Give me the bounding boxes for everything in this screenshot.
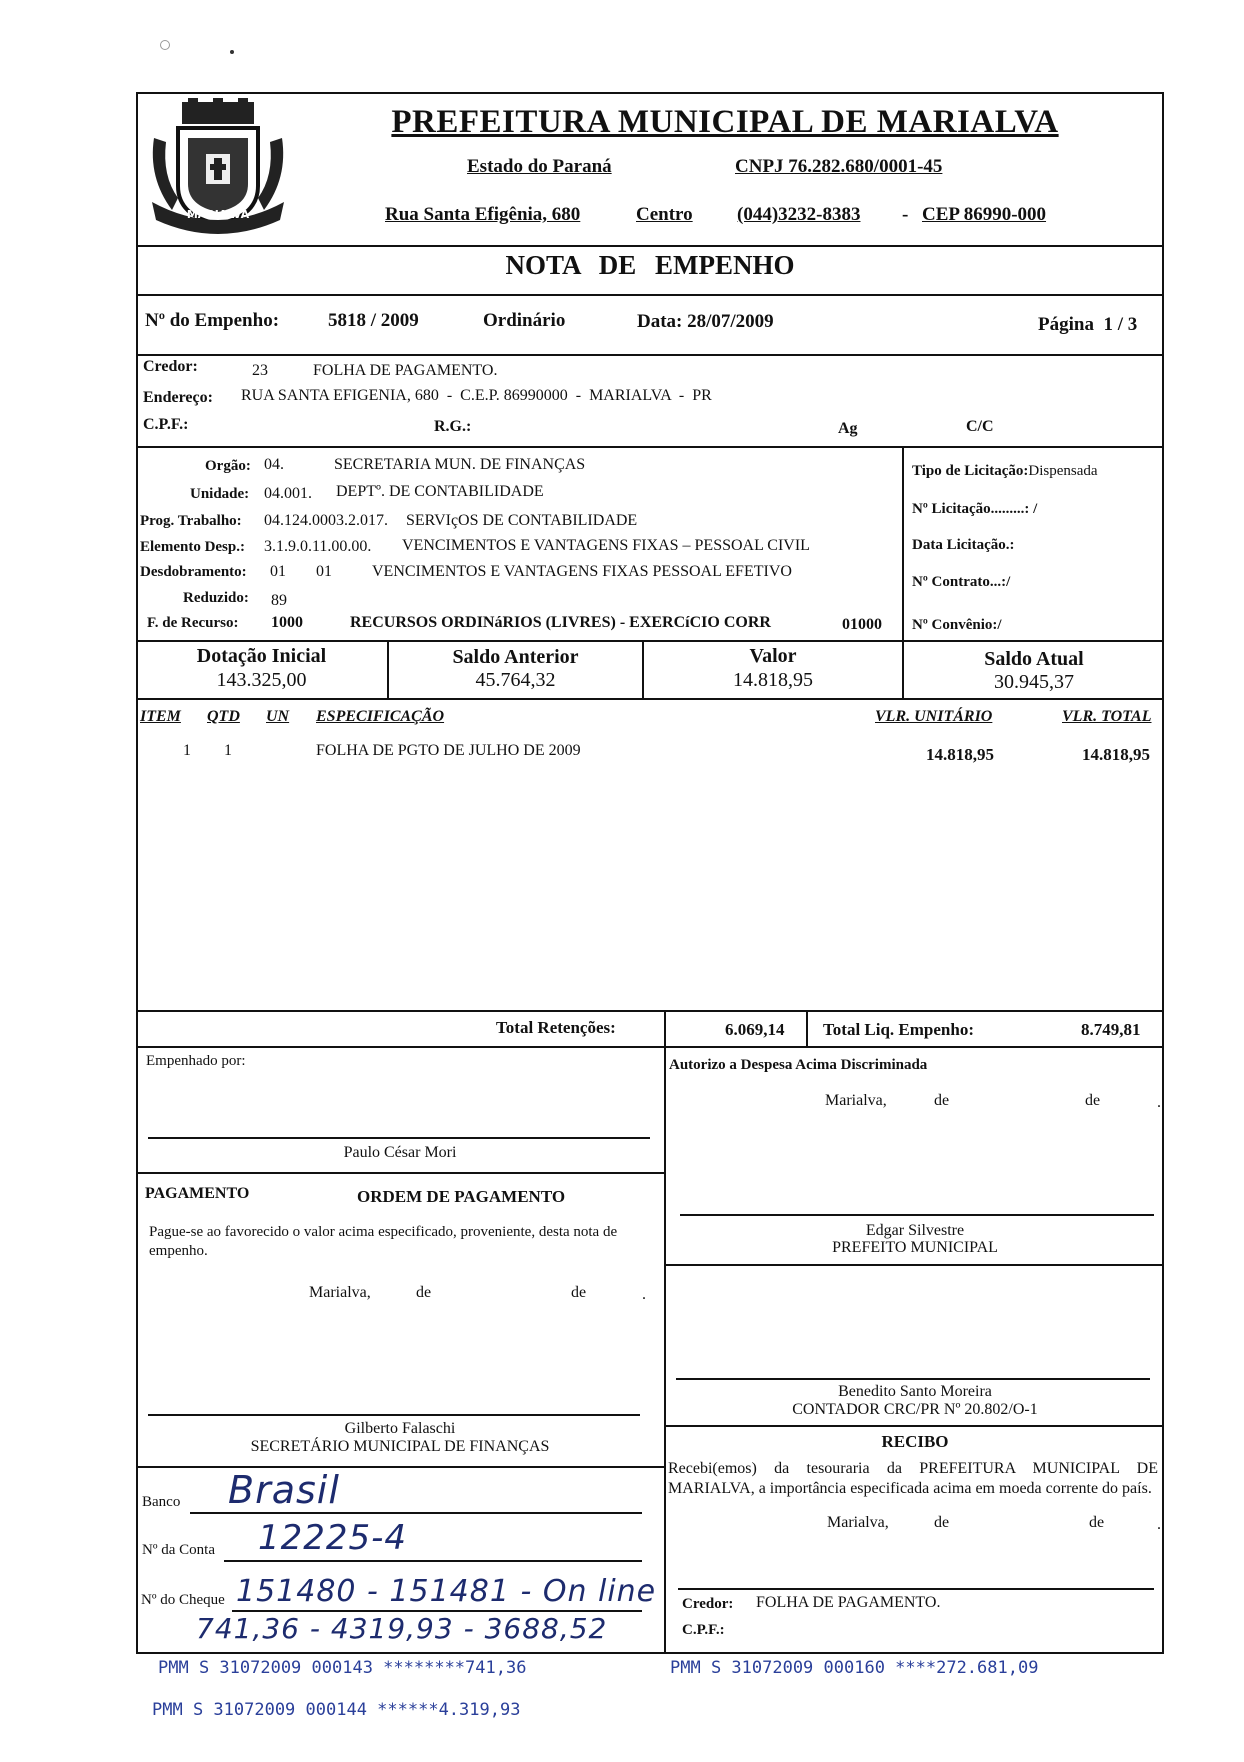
secretary-title: SECRETÁRIO MUNICIPAL DE FINANÇAS bbox=[250, 1438, 550, 1455]
divider bbox=[136, 354, 1164, 356]
empenhado-label: Empenhado por: bbox=[146, 1053, 246, 1069]
pagamento-label: PAGAMENTO bbox=[145, 1185, 250, 1202]
cnpj-text: CNPJ 76.282.680/0001-45 bbox=[735, 156, 943, 177]
divider-vertical bbox=[664, 1046, 666, 1654]
recurso-name: RECURSOS ORDINáRIOS (LIVRES) - EXERCíCIO CORR bbox=[350, 614, 771, 631]
autorizo-place-city: Marialva, bbox=[825, 1092, 887, 1109]
payment-place-city: Marialva, bbox=[309, 1284, 371, 1301]
valor-label: Valor bbox=[749, 645, 797, 667]
reduzido-label: Reduzido: bbox=[183, 590, 249, 606]
saldo-atual-value: 30.945,37 bbox=[994, 671, 1074, 693]
recibo-label: RECIBO bbox=[881, 1432, 949, 1451]
unidade-code: 04.001. bbox=[264, 485, 312, 502]
state-name: Estado do Paraná bbox=[467, 156, 612, 177]
recibo-place-month: de bbox=[1089, 1514, 1105, 1531]
divider-vertical bbox=[902, 446, 904, 640]
dotacao-value: 143.325,00 bbox=[216, 669, 307, 691]
district-text: Centro bbox=[636, 204, 693, 225]
credor-name: FOLHA DE PAGAMENTO. bbox=[313, 362, 498, 379]
prefeito-title: PREFEITO MUNICIPAL bbox=[832, 1239, 998, 1256]
divider bbox=[664, 1264, 1164, 1266]
empenho-label: Nº do Empenho: bbox=[145, 310, 280, 331]
payment-place-day: de bbox=[416, 1284, 432, 1301]
empenhado-name: Paulo César Mori bbox=[343, 1144, 457, 1161]
empenho-type: Ordinário bbox=[483, 310, 566, 331]
convenio-number: Nº Convênio:/ bbox=[912, 617, 1002, 633]
licitacao-number: Nº Licitação.........: / bbox=[912, 501, 1038, 517]
coat-of-arms-logo bbox=[148, 98, 288, 236]
bank-stamp: PMM S 31072009 000143 ********741,36 bbox=[158, 1658, 527, 1678]
ordem-pagamento-label: ORDEM DE PAGAMENTO bbox=[357, 1187, 566, 1206]
signature-line bbox=[676, 1378, 1150, 1380]
phone-text: (044)3232-8383 bbox=[737, 204, 861, 225]
items-header-qtd: QTD bbox=[207, 708, 240, 725]
item-number: 1 bbox=[183, 742, 191, 759]
elemento-code: 3.1.9.0.11.00.00. bbox=[264, 538, 372, 555]
prog-name: SERVIçOS DE CONTABILIDADE bbox=[406, 512, 638, 529]
document-title: NOTA DE EMPENHO bbox=[505, 250, 795, 280]
divider bbox=[136, 245, 1164, 247]
cep-separator: - bbox=[902, 204, 909, 225]
divider bbox=[136, 1010, 1164, 1012]
desdobramento-label: Desdobramento: bbox=[140, 564, 247, 580]
bank-label: Banco bbox=[142, 1494, 181, 1510]
licitacao-type bbox=[912, 463, 1098, 480]
items-header-un: UN bbox=[266, 708, 290, 725]
recibo-cpf-label: C.P.F.: bbox=[682, 1622, 725, 1638]
divider bbox=[136, 1172, 664, 1174]
account-label: C/C bbox=[966, 418, 994, 435]
ordem-pagamento-text: Pague-se ao favorecido o valor acima especificado, proveniente, desta nota de empenho. bbox=[149, 1224, 618, 1259]
elemento-label: Elemento Desp.: bbox=[140, 539, 245, 555]
page-title: PREFEITURA MUNICIPAL DE MARIALVA bbox=[391, 104, 1059, 140]
reduzido-value: 89 bbox=[271, 592, 287, 609]
cheque-amounts: 741,36 - 4319,93 - 3688,52 bbox=[196, 1612, 608, 1645]
bank-line bbox=[190, 1512, 642, 1514]
total-liquido-label: Total Liq. Empenho: bbox=[823, 1020, 974, 1039]
account-number-label: Nº da Conta bbox=[142, 1542, 215, 1558]
recurso-label: F. de Recurso: bbox=[147, 615, 239, 631]
items-header-spec: ESPECIFICAÇÃO bbox=[316, 708, 445, 725]
saldo-anterior-value: 45.764,32 bbox=[475, 669, 556, 691]
empenho-number: 5818 / 2009 bbox=[328, 310, 419, 331]
prefeito-name: Edgar Silvestre bbox=[865, 1222, 965, 1239]
signature-line bbox=[148, 1414, 640, 1416]
account-line bbox=[224, 1560, 642, 1562]
elemento-name: VENCIMENTOS E VANTAGENS FIXAS – PESSOAL CIVIL bbox=[402, 537, 810, 554]
signature-line bbox=[678, 1588, 1154, 1590]
recibo-place-end: . bbox=[1157, 1516, 1161, 1533]
autorizo-place-day: de bbox=[934, 1092, 950, 1109]
item-spec: FOLHA DE PGTO DE JULHO DE 2009 bbox=[316, 742, 581, 759]
credor-label: Credor: bbox=[143, 358, 198, 375]
total-retencoes-label: Total Retenções: bbox=[496, 1018, 616, 1037]
item-unit-price: 14.818,95 bbox=[926, 745, 994, 764]
prog-code: 04.124.0003.2.017. bbox=[264, 512, 388, 529]
unidade-label: Unidade: bbox=[190, 486, 250, 502]
orgao-name: SECRETARIA MUN. DE FINANÇAS bbox=[334, 456, 586, 473]
saldo-anterior-label: Saldo Anterior bbox=[452, 646, 579, 668]
autorizo-label: Autorizo a Despesa Acima Discriminada bbox=[669, 1057, 928, 1073]
rg-label: R.G.: bbox=[434, 418, 472, 435]
valor-value: 14.818,95 bbox=[733, 669, 813, 691]
recibo-credor-value: FOLHA DE PAGAMENTO. bbox=[756, 1594, 941, 1611]
agency-label: Ag bbox=[838, 420, 858, 437]
secretary-name: Gilberto Falaschi bbox=[344, 1420, 456, 1437]
divider bbox=[136, 294, 1164, 296]
recibo-place-day: de bbox=[934, 1514, 950, 1531]
prog-label: Prog. Trabalho: bbox=[140, 513, 242, 529]
cep-text: CEP 86990-000 bbox=[922, 204, 1047, 225]
item-total: 14.818,95 bbox=[1082, 745, 1150, 764]
endereco-label: Endereço: bbox=[143, 389, 213, 406]
licitacao-type-label: Tipo de Licitação: bbox=[912, 463, 1029, 479]
divider bbox=[136, 1046, 1164, 1048]
autorizo-place-end: . bbox=[1157, 1094, 1161, 1111]
licitacao-type-value: Dispensada bbox=[1028, 463, 1098, 479]
payment-place-month: de bbox=[571, 1284, 587, 1301]
credor-code: 23 bbox=[252, 362, 268, 379]
endereco-value: RUA SANTA EFIGENIA, 680 - C.E.P. 86990000 - MARIALVA - PR bbox=[241, 387, 712, 404]
bank-stamp: PMM S 31072009 000144 ******4.319,93 bbox=[152, 1700, 521, 1720]
item-qtd: 1 bbox=[224, 742, 232, 759]
desdobramento-code: 01 bbox=[270, 563, 286, 580]
recibo-place-city: Marialva, bbox=[827, 1514, 889, 1531]
account-number-value: 12225-4 bbox=[258, 1518, 408, 1558]
divider-vertical bbox=[664, 1010, 666, 1046]
page-number: Página 1 / 3 bbox=[1038, 314, 1138, 335]
desdobramento-code: 01 bbox=[316, 563, 332, 580]
divider bbox=[664, 1425, 1164, 1427]
cheque-number-label: Nº do Cheque bbox=[141, 1592, 225, 1608]
total-retencoes-value: 6.069,14 bbox=[725, 1020, 785, 1039]
contract-number: Nº Contrato...:/ bbox=[912, 574, 1011, 590]
signature-line bbox=[680, 1214, 1154, 1216]
dotacao-label: Dotação Inicial bbox=[196, 645, 327, 667]
recurso-code: 1000 bbox=[271, 614, 303, 631]
orgao-code: 04. bbox=[264, 456, 284, 473]
items-header-total: VLR. TOTAL bbox=[1062, 708, 1152, 725]
cpf-label: C.P.F.: bbox=[143, 416, 189, 433]
scan-mark-dot bbox=[230, 50, 234, 54]
contador-name: Benedito Santo Moreira bbox=[838, 1383, 992, 1400]
total-liquido-value: 8.749,81 bbox=[1081, 1020, 1141, 1039]
crest-banner-text: MARIALVA bbox=[186, 208, 250, 221]
recibo-credor-label: Credor: bbox=[682, 1596, 734, 1612]
payment-place-end: . bbox=[642, 1286, 646, 1303]
autorizo-place-month: de bbox=[1085, 1092, 1101, 1109]
unidade-name: DEPTº. DE CONTABILIDADE bbox=[336, 483, 544, 500]
recibo-text: Recebi(emos) da tesouraria da PREFEITURA MUNICIPAL DE MARIALVA, a importância especificada acima em moeda corrente do país. bbox=[668, 1460, 1158, 1497]
divider bbox=[136, 640, 1164, 642]
divider bbox=[136, 698, 1164, 700]
bank-stamp: PMM S 31072009 000160 ****272.681,09 bbox=[670, 1658, 1039, 1678]
divider bbox=[136, 1466, 664, 1468]
divider bbox=[136, 446, 1164, 448]
licitacao-date: Data Licitação.: bbox=[912, 537, 1015, 553]
empenho-date: Data: 28/07/2009 bbox=[637, 311, 774, 332]
items-header-unit-price: VLR. UNITÁRIO bbox=[875, 708, 993, 725]
recurso-code-2: 01000 bbox=[842, 616, 882, 633]
cheque-number-value: 151480 - 151481 - On line bbox=[236, 1574, 657, 1609]
signature-line bbox=[148, 1137, 650, 1139]
bank-value: Brasil bbox=[228, 1468, 340, 1512]
contador-title: CONTADOR CRC/PR Nº 20.802/O-1 bbox=[792, 1401, 1038, 1418]
items-header-item: ITEM bbox=[140, 708, 181, 725]
saldo-atual-label: Saldo Atual bbox=[984, 648, 1084, 670]
divider-vertical bbox=[806, 1010, 808, 1046]
orgao-label: Orgão: bbox=[205, 458, 251, 474]
scan-mark-circle bbox=[160, 40, 170, 50]
desdobramento-name: VENCIMENTOS E VANTAGENS FIXAS PESSOAL EFETIVO bbox=[372, 563, 792, 580]
address-text: Rua Santa Efigênia, 680 bbox=[385, 204, 581, 225]
